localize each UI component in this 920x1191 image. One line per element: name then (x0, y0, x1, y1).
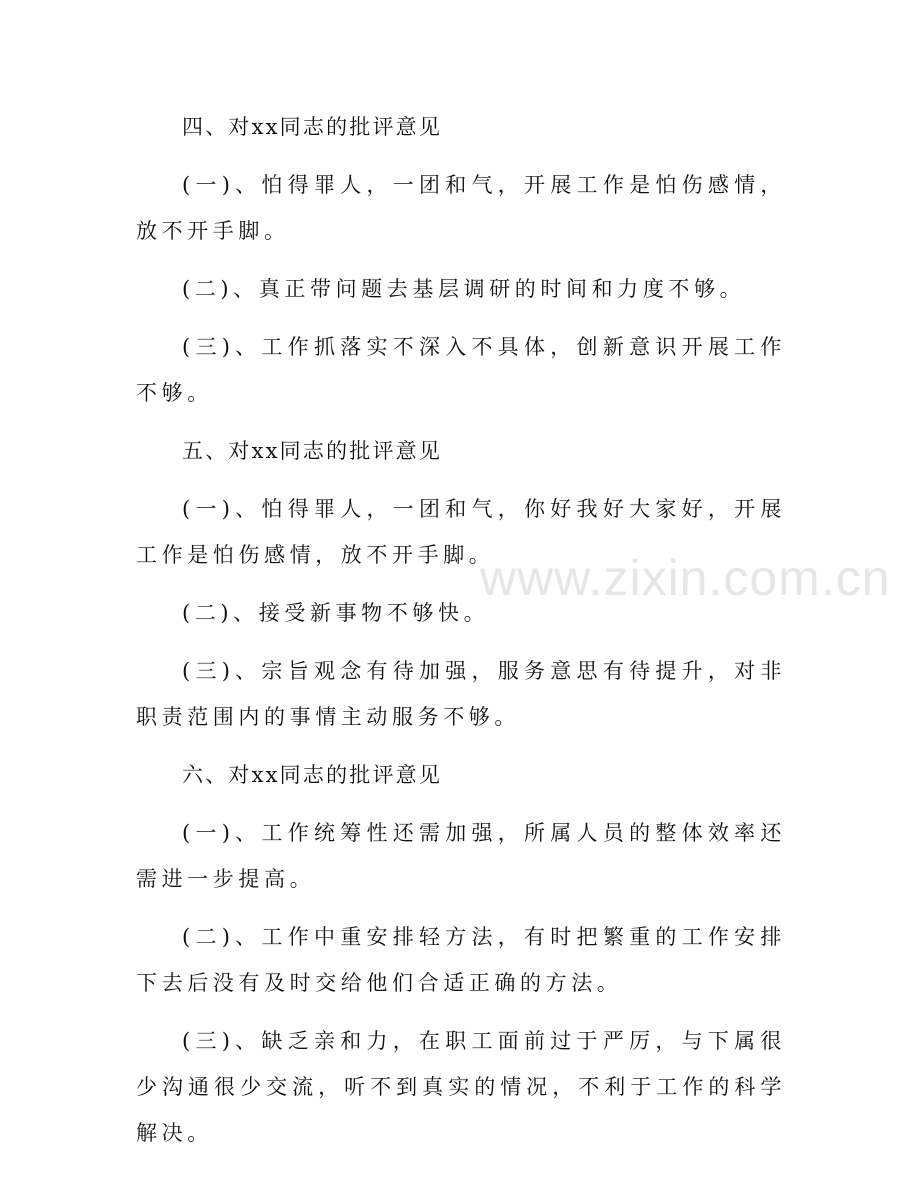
section-heading-4: 四、对xx同志的批评意见 (182, 115, 443, 139)
paragraph-6-3: (三)、缺乏亲和力，在职工面前过于严厉，与下属很少沟通很少交流，听不到真实的情况，不利于工作的科学解决。 (136, 1029, 786, 1145)
section-heading-5: 五、对xx同志的批评意见 (182, 439, 443, 463)
paragraph-4-2: (二)、真正带问题去基层调研的时间和力度不够。 (182, 277, 746, 301)
document-body (136, 104, 786, 1156)
paragraph-5-2: (二)、接受新事物不够快。 (182, 601, 490, 625)
watermark: www.zixin.com.cn (480, 550, 891, 606)
section-heading-6: 六、对xx同志的批评意见 (182, 763, 443, 787)
paragraph-5-1: (一)、怕得罪人，一团和气，你好我好大家好，开展工作是怕伤感情，放不开手脚。 (136, 497, 786, 567)
paragraph-4-1: (一)、怕得罪人，一团和气，开展工作是怕伤感情，放不开手脚。 (136, 173, 786, 243)
paragraph-6-1: (一)、工作统筹性还需加强，所属人员的整体效率还需进一步提高。 (136, 821, 786, 891)
paragraph-5-3: (三)、宗旨观念有待加强，服务意思有待提升，对非职责范围内的事情主动服务不够。 (136, 659, 786, 729)
paragraph-4-3: (三)、工作抓落实不深入不具体，创新意识开展工作不够。 (136, 335, 786, 405)
paragraph-6-2: (二)、工作中重安排轻方法，有时把繁重的工作安排下去后没有及时交给他们合适正确的方法。 (136, 925, 786, 995)
